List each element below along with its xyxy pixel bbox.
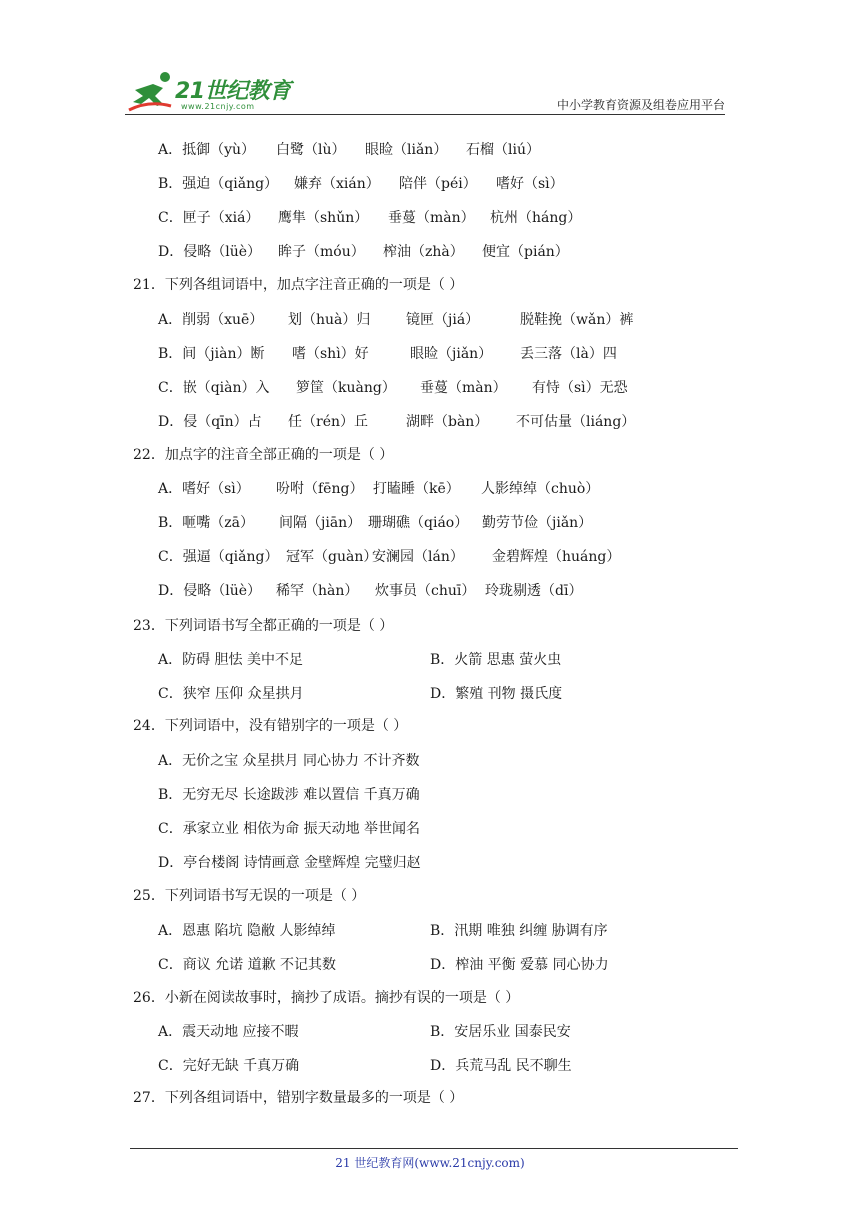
q20-c-3: 垂蔓（màn） [388, 210, 475, 226]
q21-b-4: 丢三落（là）四 [520, 346, 617, 362]
q22-d-3: 炊事员（chuī） [375, 583, 476, 599]
q21-a-3: 镜匣（jiá） [406, 312, 480, 328]
q21-option-a [158, 310, 633, 330]
q22-a-3: 打瞌睡（kē） [373, 481, 460, 497]
q21-d-2: 任（rén）丘 [288, 414, 368, 430]
q23-option-a: A．防碍 胆怯 美中不足 [158, 652, 304, 668]
q20-d-1: D．侵略（lüè） [158, 244, 262, 260]
q22-a-4: 人影绰绰（chuò） [481, 481, 600, 497]
q23-option-c: C．狭窄 压仰 众星拱月 [158, 686, 304, 702]
q23-stem: 23．下列词语书写全都正确的一项是（ ） [133, 618, 394, 634]
q21-option-d [158, 412, 635, 432]
q22-c-1: C．强逼（qiǎng） [158, 549, 279, 565]
q20-b-1: B．强迫（qiǎng） [158, 176, 279, 192]
q20-d-4: 便宜（pián） [482, 244, 569, 260]
q21-a-4: 脱鞋挽（wǎn）裤 [520, 312, 634, 328]
q22-option-d [158, 581, 582, 601]
q21-a-1: A．削弱（xuē） [158, 312, 264, 328]
q21-b-1: B．间（jiàn）断 [158, 346, 265, 362]
q20-c-1: C．匣子（xiá） [158, 210, 260, 226]
q20-option-a [158, 140, 540, 160]
q25-option-d: D．榨油 平衡 爱慕 同心协力 [430, 957, 609, 973]
q20-c-4: 杭州（háng） [490, 210, 582, 226]
header-divider [125, 114, 725, 115]
q22-option-a [158, 479, 599, 499]
q22-b-2: 间隔（jiān） [279, 515, 362, 531]
q23-option-b: B．火箭 思惠 萤火虫 [430, 652, 562, 668]
logo-text: 21世纪教育 [175, 79, 291, 104]
q27-stem: 27．下列各组词语中，错别字数量最多的一项是（ ） [133, 1090, 464, 1106]
q22-c-4: 金碧辉煌（huáng） [492, 549, 621, 565]
platform-name: 中小学教育资源及组卷应用平台 [556, 98, 725, 112]
q20-option-c [158, 208, 581, 228]
q21-d-3: 湖畔（bàn） [406, 414, 489, 430]
footer-divider [130, 1148, 738, 1149]
q21-a-2: 划（huà）归 [288, 312, 371, 328]
q26-option-d: D．兵荒马乱 民不聊生 [430, 1058, 572, 1074]
q25-option-a: A．恩惠 陷坑 隐敝 人影绰绰 [158, 923, 336, 939]
q20-a-4: 石榴（liú） [466, 142, 540, 158]
q20-c-2: 鹰隼（shǔn） [278, 210, 369, 226]
runner-logo-icon [125, 70, 177, 116]
q24-option-d: D．亭台楼阁 诗情画意 金壁辉煌 完璧归赵 [158, 855, 421, 871]
logo [125, 70, 295, 116]
q24-option-c: C．承家立业 相依为命 振天动地 举世闻名 [158, 821, 421, 837]
q25-option-b: B．汛期 唯独 纠缠 胁调有序 [430, 923, 608, 939]
q21-b-3: 眼睑（jiǎn） [410, 346, 493, 362]
q21-option-b [158, 344, 617, 364]
q21-b-2: 嗜（shì）好 [292, 346, 369, 362]
q20-d-2: 眸子（móu） [278, 244, 365, 260]
page-header [125, 62, 725, 116]
q20-option-b [158, 174, 564, 194]
footer-text: 21 世纪教育网(www.21cnjy.com) [335, 1156, 525, 1170]
q22-d-1: D．侵略（lüè） [158, 583, 262, 599]
q24-stem: 24．下列词语中，没有错别字的一项是（ ） [133, 718, 408, 734]
q26-option-c: C．完好无缺 千真万确 [158, 1058, 300, 1074]
q20-b-2: 嫌弃（xián） [294, 176, 380, 192]
q22-stem: 22．加点字的注音全部正确的一项是（ ） [133, 447, 394, 463]
q21-d-4: 不可估量（liáng） [516, 414, 636, 430]
q22-a-1: A．嗜好（sì） [158, 481, 250, 497]
q22-option-b [158, 513, 592, 533]
q21-c-2: 箩筐（kuàng） [296, 380, 396, 396]
q21-d-1: D．侵（qīn）占 [158, 414, 262, 430]
q22-option-c [158, 547, 620, 567]
q21-c-3: 垂蔓（màn） [420, 380, 507, 396]
q22-c-2: 冠军（guàn） [286, 549, 378, 565]
q23-option-d: D．繁殖 刊物 摄氏度 [430, 686, 563, 702]
q21-option-c [158, 378, 628, 398]
q20-a-2: 白鹭（lù） [276, 142, 346, 158]
q20-a-1: A．抵御（yù） [158, 142, 256, 158]
q21-c-4: 有恃（sì）无恐 [532, 380, 628, 396]
q22-b-4: 勤劳节俭（jiǎn） [482, 515, 593, 531]
q20-a-3: 眼睑（liǎn） [365, 142, 448, 158]
q26-stem: 26．小新在阅读故事时，摘抄了成语。摘抄有误的一项是（ ） [133, 990, 520, 1006]
q22-a-2: 吩咐（fēng） [276, 481, 364, 497]
q20-b-3: 陪伴（péi） [399, 176, 477, 192]
q26-option-a: A．震天动地 应接不暇 [158, 1024, 299, 1040]
q22-c-3: 安澜园（lán） [372, 549, 464, 565]
q21-stem: 21．下列各组词语中，加点字注音正确的一项是（ ） [133, 277, 464, 293]
q22-b-1: B．咂嘴（zā） [158, 515, 255, 531]
q21-c-1: C．嵌（qiàn）入 [158, 380, 270, 396]
q22-b-3: 珊瑚礁（qiáo） [368, 515, 469, 531]
q26-option-b: B．安居乐业 国泰民安 [430, 1024, 571, 1040]
logo-url: www.21cnjy.com [181, 102, 255, 111]
q20-option-d [158, 242, 569, 262]
q25-option-c: C．商议 允诺 道歉 不记其数 [158, 957, 337, 973]
q20-d-3: 榨油（zhà） [383, 244, 464, 260]
q24-option-a: A．无价之宝 众星拱月 同心协力 不计齐数 [158, 753, 420, 769]
q22-d-4: 玲珑剔透（dī） [485, 583, 583, 599]
q25-stem: 25．下列词语书写无误的一项是（ ） [133, 888, 366, 904]
q24-option-b: B．无穷无尽 长途跋涉 难以置信 千真万确 [158, 787, 420, 803]
q20-b-4: 嗜好（sì） [496, 176, 564, 192]
q22-d-2: 稀罕（hàn） [276, 583, 359, 599]
